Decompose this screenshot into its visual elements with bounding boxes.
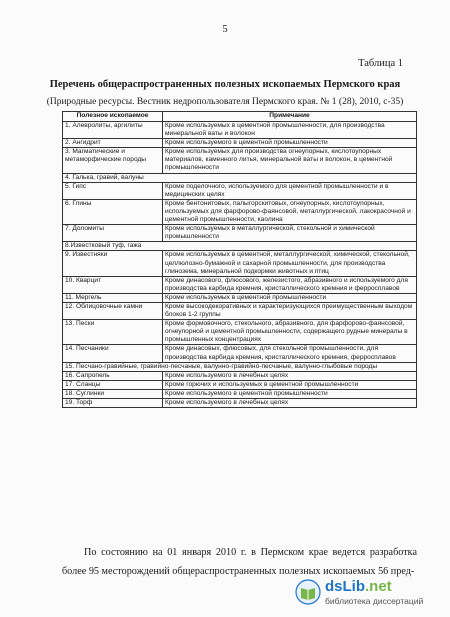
mineral-note-cell: Кроме используемого в лечебных целях: [163, 371, 417, 380]
table-header-row: [63, 112, 417, 122]
table-row: [63, 389, 417, 398]
table-row: [63, 122, 417, 139]
column-header-note: Примечание: [163, 112, 417, 122]
mineral-name-cell: 19. Торф: [63, 399, 163, 408]
table-row: [63, 302, 417, 319]
mineral-name-cell: 13. Пески: [63, 320, 163, 345]
mineral-name-cell: 1. Алевролиты, аргилиты: [63, 122, 163, 139]
table-row: [63, 345, 417, 362]
mineral-note-cell: Кроме используемого в цементной промышленности: [163, 389, 417, 398]
table-row: [63, 276, 417, 293]
table-body: [63, 122, 417, 408]
document-title: Перечень общераспространенных полезных ископаемых Пермского края: [49, 79, 401, 90]
mineral-name-cell: 6. Глины: [63, 199, 163, 224]
minerals-table: [62, 111, 417, 408]
mineral-note-cell: Кроме динасовых, флюсовых, для стекольной промышленности, для производства карбида кремния, кристаллического кремния, ферросплавов: [163, 345, 417, 362]
table-row: [63, 320, 417, 345]
table-row: [63, 293, 417, 302]
mineral-name-cell: 18. Суглинки: [63, 389, 163, 398]
mineral-name-cell: 12. Облицовочные камни: [63, 302, 163, 319]
page-number: 5: [222, 24, 228, 35]
watermark-brand: [325, 578, 392, 595]
mineral-note-cell: Кроме используемого в цементной промышленности: [163, 139, 417, 148]
table-row: [63, 371, 417, 380]
table-row: [63, 199, 417, 224]
mineral-note-cell: Кроме поделочного, используемого для цементной промышленности и в медицинских целях: [163, 182, 417, 199]
mineral-note-cell: Кроме используемых в цементной промышленности, для производства минеральной ваты и волокон: [163, 122, 417, 139]
mineral-name-cell: 11. Мергель: [63, 293, 163, 302]
mineral-note-cell: Кроме формовочного, стекольного, абразивного, для фарфорово-фаянсовой, огнеупорной и цементной промышленности, содержащего рудные минералы в промышленных концентрациях: [163, 320, 417, 345]
table-row: [63, 225, 417, 242]
mineral-name-cell: 10. Кварцит: [63, 276, 163, 293]
mineral-name-cell: 8.Известковый туф, гажа: [63, 242, 417, 251]
mineral-note-cell: Кроме используемых для производства огнеупорных, кислотоупорных материалов, каменного литья, минеральной ваты и волокон, в цементной промышленности: [163, 148, 417, 173]
mineral-note-cell: Кроме используемых в металлургической, стекольной и химической промышленности: [163, 225, 417, 242]
mineral-note-cell: Кроме используемых в цементной, металлургической, химической, стекольной, целлюлозно-бумажной и сахарной промышленности, для производства глинозема, минеральной подкормки животных и птиц: [163, 251, 417, 276]
mineral-name-cell: 17. Сланцы: [63, 380, 163, 389]
mineral-note-cell: Кроме используемого в лечебных целях: [163, 399, 417, 408]
table-row: [63, 399, 417, 408]
body-paragraph-text: По состоянию на 01 января 2010 г. в Пермском крае ведется разработка более 95 месторождений общераспространенных полезных ископаемых 56 пред-: [62, 547, 417, 577]
table-row: [63, 242, 417, 251]
table-row: [63, 380, 417, 389]
table-row: [63, 362, 417, 371]
table-row: [63, 173, 417, 182]
mineral-name-cell: 9. Известняки: [63, 251, 163, 276]
watermark-logo[interactable]: [295, 579, 445, 609]
mineral-note-cell: Кроме высокодекоративных и характеризующихся преимущественным выходом блоков 1-2 группы: [163, 302, 417, 319]
mineral-name-cell: 3. Магматические и метаморфические породы: [63, 148, 163, 173]
watermark-tagline: библиотека диссертаций: [325, 596, 424, 606]
table-row: [63, 148, 417, 173]
table-row: [63, 251, 417, 276]
mineral-name-cell: 16. Сапропель: [63, 371, 163, 380]
mineral-note-cell: Кроме динасового, флюсового, железистого, абразивного и используемого для производства карбида кремния, кристаллического кремния и ферросплавов: [163, 276, 417, 293]
table-row: [63, 139, 417, 148]
mineral-note-cell: Кроме горючих и используемых в цементной промышленности: [163, 380, 417, 389]
watermark-brand-suffix: .net: [365, 578, 392, 595]
mineral-note-cell: Кроме используемых в цементной промышленности: [163, 293, 417, 302]
column-header-mineral: Полезное ископаемое: [63, 112, 163, 122]
mineral-name-cell: 14. Песчаники: [63, 345, 163, 362]
table-row: [63, 182, 417, 199]
body-paragraph: [62, 543, 417, 581]
mineral-name-cell: 5. Гипс: [63, 182, 163, 199]
document-subtitle: (Природные ресурсы. Вестник недропользователя Пермского края. № 1 (28), 2010, с-35): [46, 97, 404, 107]
table-label: Таблица 1: [358, 58, 403, 69]
mineral-name-cell: 2. Ангидрит: [63, 139, 163, 148]
mineral-name-cell: 7. Доломиты: [63, 225, 163, 242]
mineral-note-cell: Кроме бентонитовых, палыгорскитовых, огнеупорных, кислотоупорных, используемых для фарфорово-фаянсовой, металлургической, лакокрасочной и цементной промышленности, каолина: [163, 199, 417, 224]
book-globe-icon: [295, 579, 321, 605]
mineral-name-cell: 15. Песчано-гравийные, гравийно-песчаные, валунно-гравийно-песчаные, валунно-глыбовые породы: [63, 362, 417, 371]
watermark-brand-name: dsLib: [325, 578, 365, 595]
mineral-name-cell: 4. Галька, гравий, валуны: [63, 173, 417, 182]
